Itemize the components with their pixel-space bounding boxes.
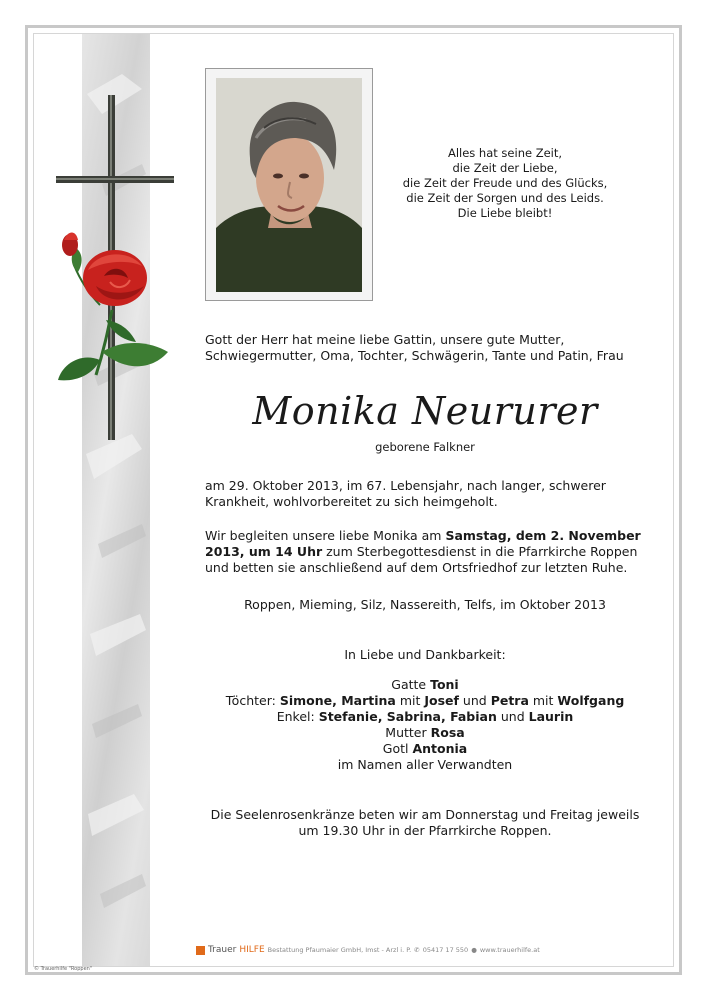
label: Töchter: (225, 693, 280, 708)
logo-text-hilfe: HILFE (239, 945, 265, 955)
poem (380, 146, 630, 221)
grandchild-name: Laurin (528, 709, 574, 724)
cross-and-rose-illustration (40, 90, 180, 450)
connector: und (496, 709, 529, 724)
label: Mutter (385, 725, 431, 740)
deceased-name: Monika Neururer (252, 389, 598, 433)
connector: mit (528, 693, 558, 708)
logo-icon (196, 946, 205, 955)
logo-text-trauer: Trauer (208, 945, 237, 955)
label: Enkel: (276, 709, 319, 724)
family-list (205, 677, 645, 773)
places-date: Roppen, Mieming, Silz, Nassereith, Telfs, im Oktober 2013 (244, 597, 606, 612)
footer (196, 943, 636, 957)
label: Gotl (382, 741, 413, 756)
poem-line: Alles hat seine Zeit, (447, 146, 563, 160)
portrait-photo (216, 78, 362, 292)
daughter-name: Petra (490, 693, 529, 708)
mother-name: Rosa (430, 725, 465, 740)
daughter-names: Simone, Martina (279, 693, 396, 708)
godmother-name: Antonia (412, 741, 468, 756)
portrait-frame (205, 68, 373, 301)
funeral-text-post: zum Sterbegottesdienst in die Pfarrkirche Roppen und betten sie anschließend auf dem Ortsfriedhof zur letzten Ruhe. (205, 544, 638, 575)
family-godmother (205, 741, 645, 757)
rosary-info: Die Seelenrosenkränze beten wir am Donnerstag und Freitag jeweils um 19.30 Uhr in der Pfarrkirche Roppen. (210, 807, 640, 838)
family-daughters (205, 693, 645, 709)
footer-company: Bestattung Pfaumaier GmbH, Imst - Arzl i. P. (267, 946, 412, 954)
husband-name: Toni (430, 677, 459, 692)
footer-web[interactable]: www.trauerhilfe.at (479, 946, 540, 954)
family-relatives: im Namen aller Verwandten (337, 757, 513, 772)
thanks-heading: In Liebe und Dankbarkeit: (344, 647, 506, 662)
web-icon: ● (471, 946, 477, 954)
photo-credit: © Trauerhilfe "Roppen" (34, 966, 93, 972)
funeral-text-pre: Wir begleiten unsere liebe Monika am (205, 528, 446, 543)
intro-text: Gott der Herr hat meine liebe Gattin, unsere gute Mutter, Schwiegermutter, Oma, Tochter, Schwägerin, Tante und Patin, Frau (205, 332, 624, 363)
poem-line: die Zeit der Sorgen und des Leids. (406, 191, 604, 205)
partner-name: Josef (424, 693, 459, 708)
funeral-date: Samstag, dem 2. November 2013, um 14 Uhr (205, 528, 641, 559)
family-husband (205, 677, 645, 693)
grandchild-names: Stefanie, Sabrina, Fabian (318, 709, 497, 724)
poem-line: die Zeit der Liebe, (452, 161, 558, 175)
funeral-info (205, 528, 645, 576)
family-mother (205, 725, 645, 741)
label: Gatte (391, 677, 431, 692)
footer-phone: 05417 17 550 (422, 946, 469, 954)
connector: mit (395, 693, 425, 708)
death-notice: am 29. Oktober 2013, im 67. Lebensjahr, nach langer, schwerer Krankheit, wohlvorbereitet zu sich heimgeholt. (205, 478, 606, 509)
partner-name: Wolfgang (557, 693, 625, 708)
poem-line: die Zeit der Freude und des Glücks, (402, 176, 608, 190)
poem-line: Die Liebe bleibt! (457, 206, 553, 220)
birth-name: geborene Falkner (375, 440, 475, 454)
family-grandchildren (205, 709, 645, 725)
phone-icon: ✆ (414, 946, 420, 954)
connector: und (458, 693, 491, 708)
